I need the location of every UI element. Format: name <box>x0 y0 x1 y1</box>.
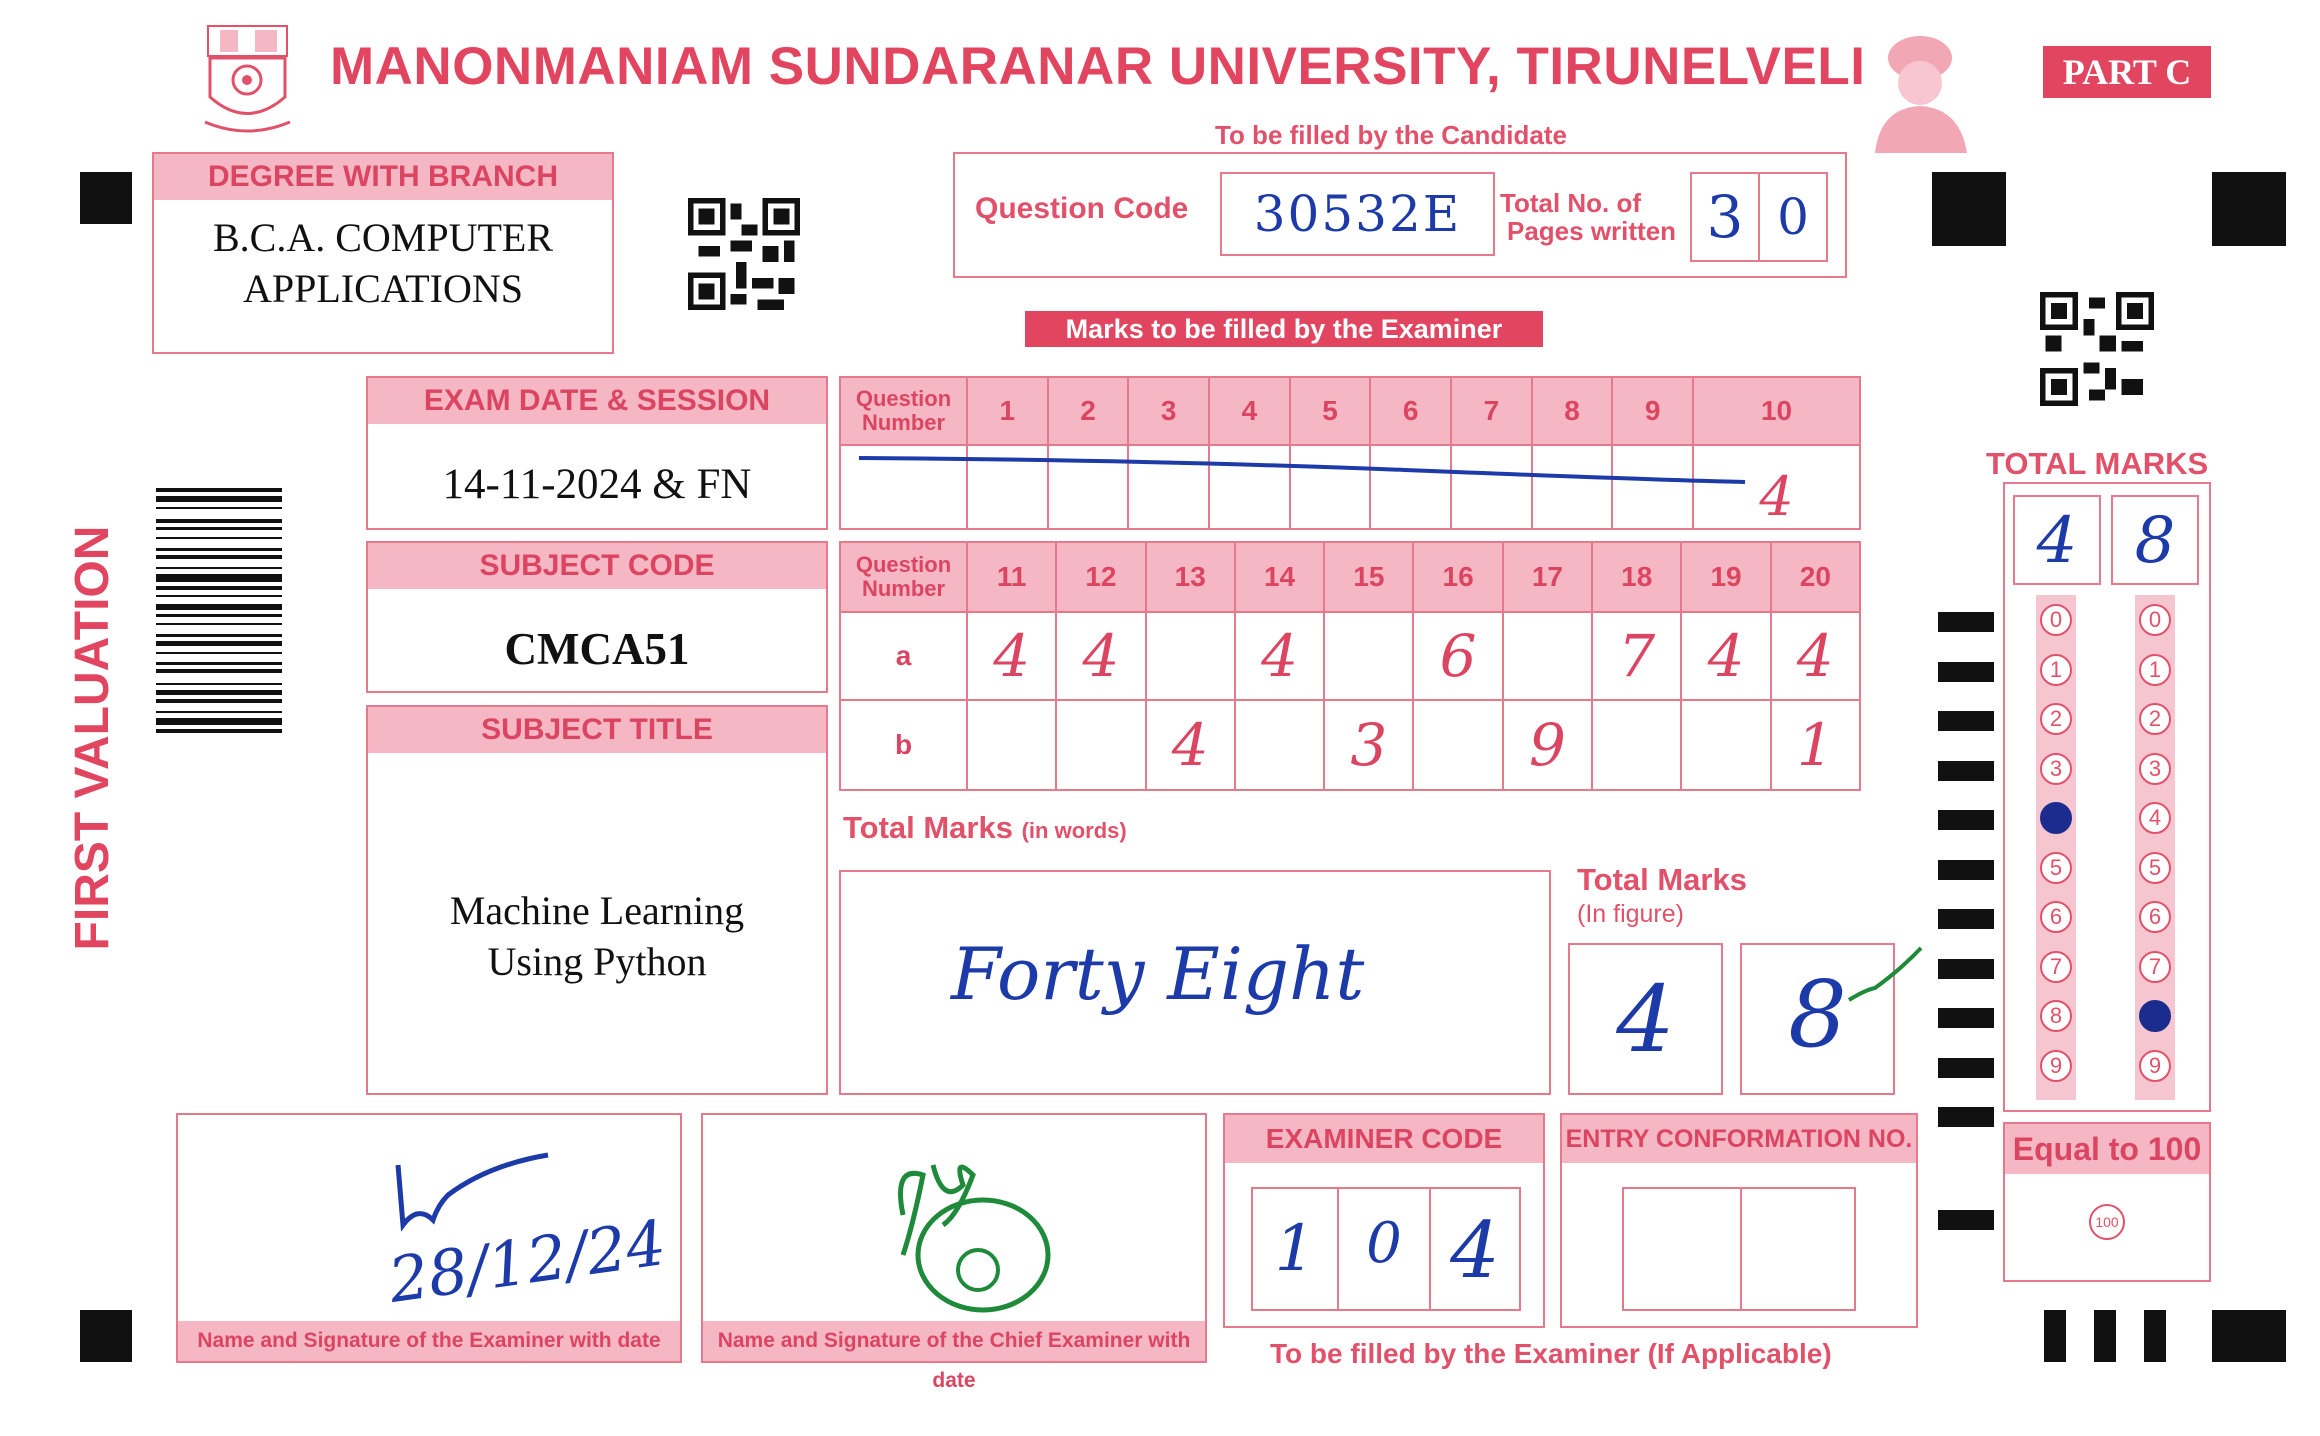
equal-100-bubble[interactable]: 100 <box>2089 1204 2125 1240</box>
exam-date-box <box>366 376 828 530</box>
subject-code-box <box>366 541 828 693</box>
barcode-bar <box>156 669 282 673</box>
question-number-cell: 8 <box>1532 377 1613 445</box>
timing-mark <box>1938 1008 1994 1028</box>
mark-cell: 4 <box>1146 700 1235 790</box>
barcode-bar <box>156 519 282 523</box>
total-marks-digit-1: 4 <box>2036 504 2078 578</box>
strike-line <box>855 450 1755 490</box>
question-number-cell: 9 <box>1612 377 1693 445</box>
row-a-label: a <box>840 612 967 700</box>
mark-cell <box>1503 612 1592 700</box>
examiner-code-box <box>1223 1113 1545 1328</box>
mark-cell <box>1235 700 1324 790</box>
examiner-code-cell <box>1251 1187 1339 1311</box>
pages-label-2: Pages written <box>1507 216 1677 246</box>
barcode-bar <box>156 595 282 597</box>
barcode-bar <box>156 634 282 637</box>
question-number-cell: 15 <box>1324 542 1413 612</box>
barcode-bar <box>156 683 282 685</box>
total-figure-digit-2: 8 <box>1788 961 1847 1068</box>
question-number-cell: 2 <box>1048 377 1129 445</box>
equal-100-label: Equal to 100 <box>2005 1124 2209 1174</box>
pages-digit-box-2 <box>1758 172 1828 262</box>
question-code-box <box>953 152 1847 278</box>
mark-cell: 3 <box>1324 700 1413 790</box>
subject-code-value: CMCA51 <box>504 624 690 674</box>
barcode-bar <box>156 711 282 713</box>
examiner-code-cell <box>1429 1187 1521 1311</box>
barcode-bar <box>156 729 282 733</box>
university-title: MANONMANIAM SUNDARANAR UNIVERSITY, TIRUNELVELI <box>330 37 1866 96</box>
mark-cell: 4 <box>1681 612 1770 700</box>
alignment-mark <box>2212 1310 2286 1362</box>
barcode-bar <box>156 641 282 646</box>
question-number-cell: 13 <box>1146 542 1235 612</box>
timing-bar <box>2094 1310 2116 1362</box>
barcode-bar <box>156 567 282 569</box>
total-marks-digit-box-1 <box>2013 495 2101 585</box>
timing-bar <box>2044 1310 2066 1362</box>
examiner-signature-date: 28/12/24 <box>384 1205 671 1318</box>
timing-mark <box>1938 612 1994 632</box>
mark-cell: 4 <box>1693 445 1860 529</box>
alignment-mark <box>80 172 132 224</box>
mark-bubble-4[interactable]: 4 <box>2139 802 2171 834</box>
qr-code <box>688 198 800 310</box>
question-number-cell: 19 <box>1681 542 1770 612</box>
barcode-bar <box>156 662 282 665</box>
total-figure-sub: (In figure) <box>1577 900 1684 928</box>
part-badge: PART C <box>2043 46 2211 98</box>
question-number-cell: 3 <box>1128 377 1209 445</box>
mark-cell <box>1056 700 1145 790</box>
examiner-code-cell <box>1337 1187 1431 1311</box>
barcode-bar <box>156 555 282 559</box>
mark-bubble-9[interactable]: 9 <box>2040 1050 2072 1082</box>
timing-mark <box>1938 1210 1994 1230</box>
mark-bubble-9[interactable]: 9 <box>2139 1050 2171 1082</box>
question-code-value-box <box>1220 172 1495 256</box>
qr-code <box>2040 292 2154 406</box>
barcode-bar <box>156 718 282 725</box>
mark-cell: 4 <box>967 612 1056 700</box>
examiner-marks-banner: Marks to be filled by the Examiner <box>1025 311 1543 347</box>
mark-cell: 4 <box>1771 612 1860 700</box>
timing-mark <box>1938 1058 1994 1078</box>
examiner-code-digit: 1 <box>1274 1212 1316 1286</box>
question-number-label: Question Number <box>840 377 967 445</box>
mark-cell: 7 <box>1592 612 1681 700</box>
mark-cell <box>967 700 1056 790</box>
timing-mark <box>1938 711 1994 731</box>
total-words-label: Total Marks (in words) <box>843 810 1127 845</box>
alignment-mark <box>80 1310 132 1362</box>
mark-bubble-2[interactable]: 2 <box>2040 703 2072 735</box>
equal-100-box <box>2003 1122 2211 1282</box>
entry-conformation-cell[interactable] <box>1622 1187 1742 1311</box>
mark-bubble-1[interactable]: 1 <box>2040 654 2072 686</box>
mark-bubble-8[interactable]: 8 <box>2139 1000 2171 1032</box>
barcode-bar <box>156 604 282 610</box>
barcode-bar <box>156 623 282 625</box>
university-logo <box>200 22 295 142</box>
question-number-cell: 14 <box>1235 542 1324 612</box>
subject-code-label: SUBJECT CODE <box>368 543 826 589</box>
barcode-bar <box>156 527 282 530</box>
mark-bubble-8[interactable]: 8 <box>2040 1000 2072 1032</box>
mark-cell: 4 <box>1056 612 1145 700</box>
first-valuation-label: FIRST VALUATION <box>66 525 119 951</box>
mark-bubble-7[interactable]: 7 <box>2139 951 2171 983</box>
barcode-bar <box>156 652 282 654</box>
mark-bubble-6[interactable]: 6 <box>2139 901 2171 933</box>
barcode-bar <box>156 548 282 551</box>
degree-box <box>152 152 614 354</box>
examiner-signature-caption: Name and Signature of the Examiner with date <box>178 1321 680 1361</box>
mark-cell: 6 <box>1413 612 1502 700</box>
barcode-bar <box>156 496 282 502</box>
mark-cell <box>1592 700 1681 790</box>
barcode-bar <box>156 507 282 509</box>
mark-cell: 9 <box>1503 700 1592 790</box>
mark-cell <box>1413 700 1502 790</box>
exam-date-value: 14-11-2024 & FN <box>442 461 752 508</box>
timing-mark <box>1938 909 1994 929</box>
subject-title-box <box>366 705 828 1095</box>
degree-line-1: B.C.A. COMPUTER <box>212 215 554 260</box>
total-marks-digit-box-2 <box>2111 495 2199 585</box>
question-number-cell: 4 <box>1209 377 1290 445</box>
total-figure-digit-1: 4 <box>1616 966 1675 1073</box>
question-number-cell: 12 <box>1056 542 1145 612</box>
mark-bubble-5[interactable]: 5 <box>2139 852 2171 884</box>
subject-title-label: SUBJECT TITLE <box>368 707 826 753</box>
total-figure-label: Total Marks <box>1577 862 1747 897</box>
barcode <box>156 488 282 958</box>
timing-mark <box>1938 761 1994 781</box>
mark-bubble-3[interactable]: 3 <box>2040 753 2072 785</box>
question-number-cell: 6 <box>1370 377 1451 445</box>
mark-bubble-5[interactable]: 5 <box>2040 852 2072 884</box>
alignment-mark <box>1932 172 2006 246</box>
mark-cell: 4 <box>1235 612 1324 700</box>
chief-signature-caption: Name and Signature of the Chief Examiner with date <box>703 1321 1205 1361</box>
total-words-value: Forty Eight <box>951 932 1365 1016</box>
mark-bubble-4[interactable]: 4 <box>2040 802 2072 834</box>
timing-mark <box>1938 860 1994 880</box>
subject-title-line-1: Machine Learning <box>449 888 745 933</box>
examiner-code-digit: 4 <box>1450 1206 1500 1296</box>
marks-grid-11-20 <box>839 541 1861 791</box>
barcode-bar <box>156 586 282 590</box>
question-code-label: Question Code <box>975 192 1189 225</box>
entry-conformation-cell[interactable] <box>1740 1187 1856 1311</box>
pages-digit-2: 0 <box>1777 188 1809 246</box>
mark-bubble-7[interactable]: 7 <box>2040 951 2072 983</box>
mark-bubble-0[interactable]: 0 <box>2139 604 2171 636</box>
barcode-bar <box>156 699 282 703</box>
mark-cell <box>1146 612 1235 700</box>
total-marks-panel-label: TOTAL MARKS <box>1986 446 2209 481</box>
question-number-cell: 17 <box>1503 542 1592 612</box>
question-number-cell: 10 <box>1693 377 1860 445</box>
question-number-label: Question Number <box>840 542 967 612</box>
examiner-signature-box <box>176 1113 682 1363</box>
question-number-cell: 18 <box>1592 542 1681 612</box>
alignment-mark <box>2212 172 2286 246</box>
entry-conformation-box <box>1560 1113 1918 1328</box>
degree-label: DEGREE WITH BRANCH <box>154 154 612 200</box>
timing-mark <box>1938 959 1994 979</box>
mark-cell <box>1681 700 1770 790</box>
row-b-label: b <box>840 700 967 790</box>
mark-bubble-6[interactable]: 6 <box>2040 901 2072 933</box>
examiner-code-digit: 0 <box>1366 1211 1402 1276</box>
examiner-code-label: EXAMINER CODE <box>1225 1115 1543 1163</box>
pages-digit-box-1 <box>1690 172 1760 262</box>
exam-date-label: EXAM DATE & SESSION <box>368 378 826 424</box>
total-figure-digit-box-1 <box>1568 943 1723 1095</box>
mark-bubble-3[interactable]: 3 <box>2139 753 2171 785</box>
degree-line-2: APPLICATIONS <box>242 266 524 311</box>
question-number-cell: 1 <box>967 377 1048 445</box>
timing-bar <box>2144 1310 2166 1362</box>
question-code-value: 30532E <box>1253 185 1462 243</box>
question-number-cell: 11 <box>967 542 1056 612</box>
chief-signature-box <box>701 1113 1207 1392</box>
entry-conformation-label: ENTRY CONFORMATION NO. <box>1562 1115 1916 1163</box>
subject-title-line-2: Using Python <box>487 939 707 984</box>
chief-examiner-signature <box>883 1135 1063 1335</box>
question-number-cell: 7 <box>1451 377 1532 445</box>
mark-bubble-2[interactable]: 2 <box>2139 703 2171 735</box>
barcode-bar <box>156 574 282 582</box>
timing-mark <box>1938 810 1994 830</box>
total-marks-digit-2: 8 <box>2134 504 2176 578</box>
total-words-box <box>839 870 1551 1095</box>
barcode-bar <box>156 488 282 492</box>
check-tick <box>1845 940 1925 1010</box>
footer-note: To be filled by the Examiner (If Applicable) <box>1270 1338 1832 1369</box>
pages-label-1: Total No. of <box>1500 188 1642 218</box>
mark-bubble-1[interactable]: 1 <box>2139 654 2171 686</box>
question-number-cell: 16 <box>1413 542 1502 612</box>
barcode-bar <box>156 537 282 539</box>
barcode-bar <box>156 614 282 617</box>
question-number-cell: 5 <box>1290 377 1371 445</box>
question-number-cell: 20 <box>1771 542 1860 612</box>
candidate-fill-note: To be filled by the Candidate <box>1215 120 1567 150</box>
mark-bubble-0[interactable]: 0 <box>2040 604 2072 636</box>
barcode-bar <box>156 690 282 695</box>
pages-digit-1: 3 <box>1706 183 1744 251</box>
mark-cell <box>1324 612 1413 700</box>
timing-mark <box>1938 1107 1994 1127</box>
timing-mark <box>1938 662 1994 682</box>
mark-cell: 1 <box>1771 700 1860 790</box>
founder-portrait <box>1855 28 1985 153</box>
